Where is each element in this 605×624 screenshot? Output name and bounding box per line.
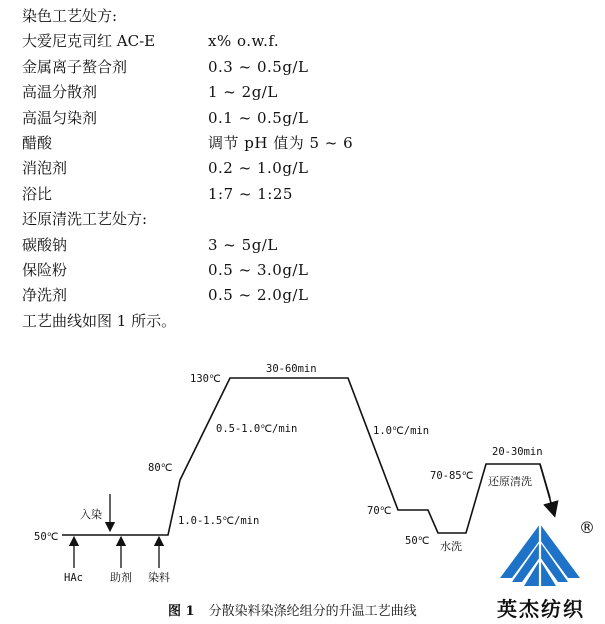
recipe-row-label: 高温分散剂 (22, 83, 98, 102)
label-rate-1.0-1.5: 1.0-1.5℃/min (178, 515, 260, 527)
label-hac: HAc (64, 572, 83, 584)
recipe-row (22, 182, 442, 207)
recipe-row-label: 金属离子螯合剂 (22, 57, 128, 76)
label-rate-1.0-down: 1.0℃/min (373, 425, 430, 437)
recipe-row (22, 156, 442, 181)
brand-logo-text: 英杰纺织 (497, 597, 585, 621)
recipe-row-value: 调节 pH 值为 5 ~ 6 (208, 133, 354, 152)
label-hold-20-30min: 20-30min (492, 446, 543, 458)
label-80c: 80℃ (148, 462, 173, 474)
recipe-row-value: 0.5 ~ 2.0g/L (208, 286, 309, 305)
recipe-row-value: 3 ~ 5g/L (208, 235, 278, 254)
label-reduction-wash: 还原清洗 (488, 475, 532, 488)
brand-logo-icon (500, 520, 580, 590)
recipe-row-value: 0.5 ~ 3.0g/L (208, 260, 309, 279)
recipe-row (22, 131, 442, 156)
label-130c: 130℃ (190, 373, 221, 385)
curve-end-arrow (540, 464, 553, 510)
recipe-row-label: 保险粉 (22, 260, 68, 279)
temperature-curve (62, 378, 550, 535)
recipe-block (22, 4, 442, 334)
recipe-row-value: 1 ~ 2g/L (208, 83, 278, 102)
recipe-row (22, 106, 442, 131)
recipe-row (22, 283, 442, 308)
recipe-row-value: 0.2 ~ 1.0g/L (208, 159, 309, 178)
recipe-row (22, 29, 442, 54)
label-dye-in: 入染 (80, 508, 102, 521)
recipe-row-value: 1:7 ~ 1:25 (208, 184, 293, 203)
recipe-row-value: x% o.w.f. (208, 32, 280, 51)
figure-reference-note: 工艺曲线如图 1 所示。 (22, 311, 177, 330)
recipe-row-label: 高温匀染剂 (22, 108, 98, 127)
label-hold-30-60min: 30-60min (266, 363, 317, 375)
label-auxiliary: 助剂 (110, 571, 132, 584)
figure-caption (168, 600, 417, 619)
recipe-row (22, 80, 442, 105)
dyeing-recipe-heading: 染色工艺处方: (22, 7, 118, 25)
label-50c-wash: 50℃ (405, 535, 430, 547)
recipe-row-label: 大爱尼克司红 AC-E (22, 32, 156, 51)
recipe-row-label: 消泡剂 (22, 159, 68, 178)
label-70-85c: 70-85℃ (430, 470, 474, 482)
recipe-row-label: 浴比 (22, 184, 53, 203)
label-water-wash: 水洗 (440, 540, 462, 553)
recipe-row-value: 0.1 ~ 0.5g/L (208, 108, 309, 127)
registered-mark-icon: ® (579, 518, 595, 537)
recipe-row (22, 55, 442, 80)
label-70c: 70℃ (367, 505, 392, 517)
recipe-row (22, 258, 442, 283)
figure-caption-text: 分散染料染涤纶组分的升温工艺曲线 (208, 604, 417, 619)
label-50c-start: 50℃ (34, 531, 59, 543)
recipe-row-label: 净洗剂 (22, 286, 68, 305)
label-rate-0.5-1.0: 0.5-1.0℃/min (216, 423, 298, 435)
figure-caption-number: 图 1 (168, 604, 195, 619)
recipe-row-label: 醋酸 (22, 133, 53, 152)
process-curve-figure (0, 350, 605, 624)
recipe-row (22, 233, 442, 258)
label-dyestuff: 染料 (148, 571, 170, 584)
reduction-recipe-heading: 还原清洗工艺处方: (22, 210, 148, 229)
recipe-row-label: 碳酸钠 (22, 235, 68, 254)
recipe-row-value: 0.3 ~ 0.5g/L (208, 57, 309, 76)
